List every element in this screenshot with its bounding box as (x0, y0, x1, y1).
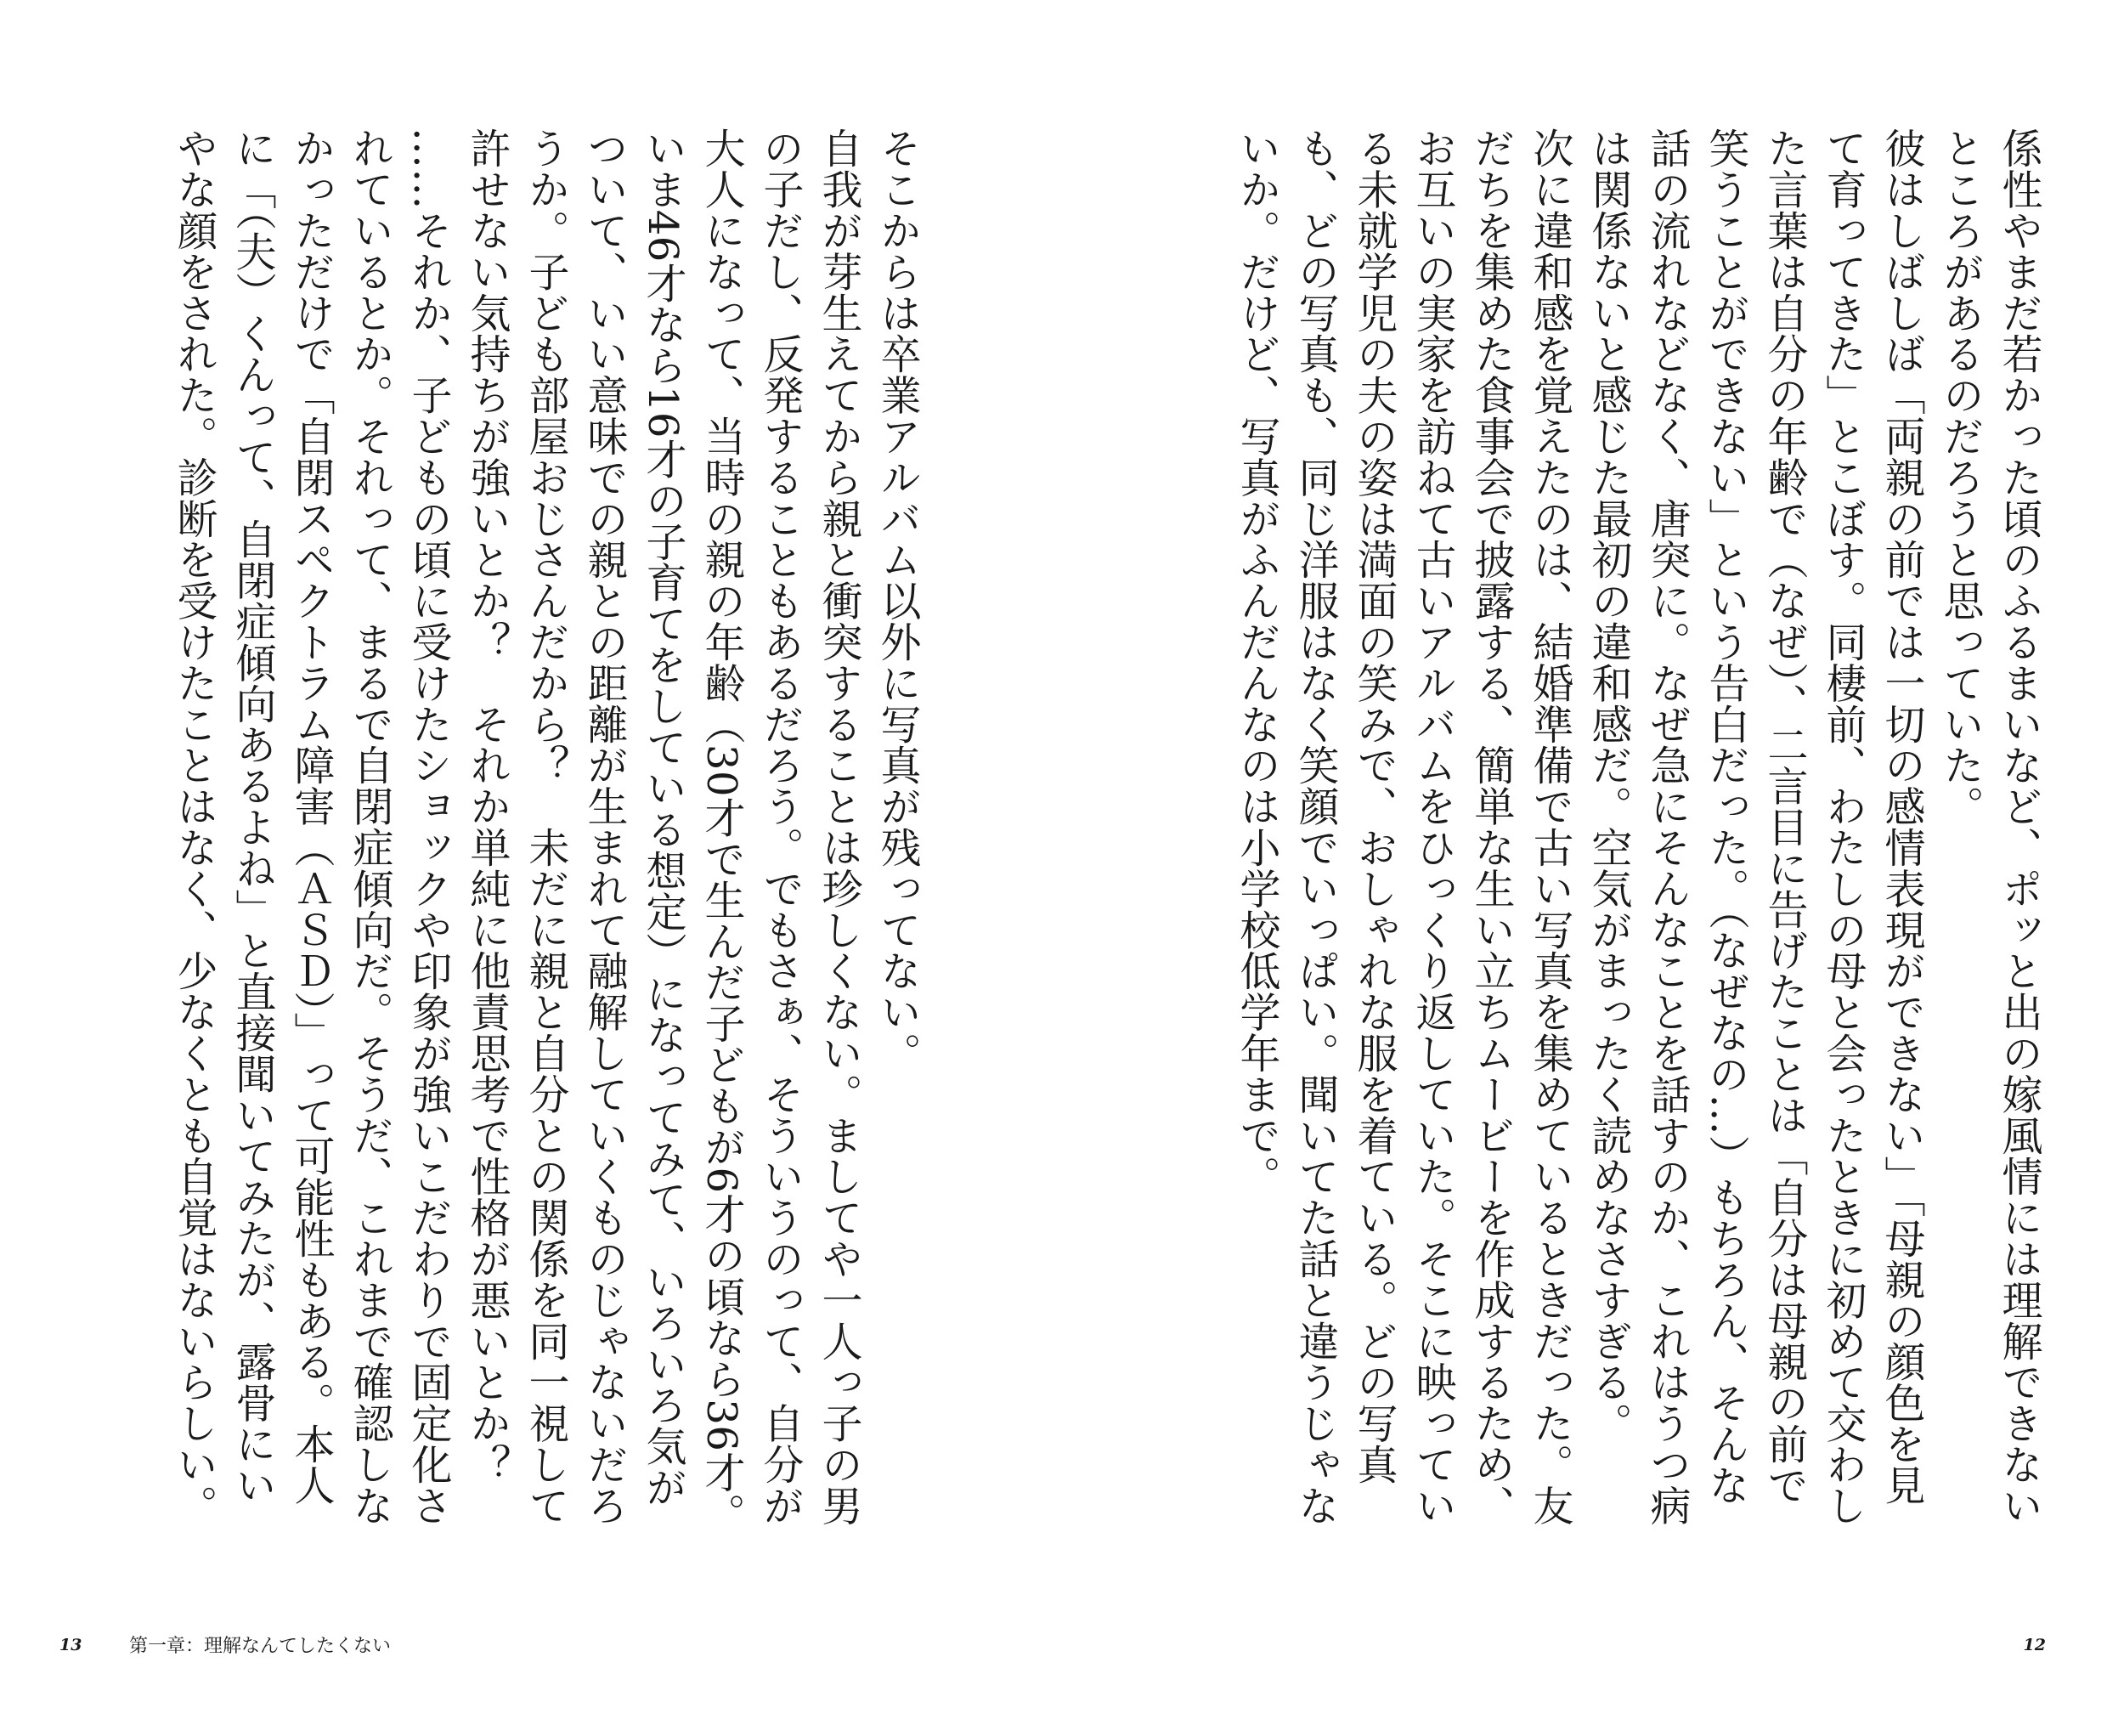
paragraph: 次に違和感を覚えたのは、結婚準備で古い写真を集めているときだった。友だちを集めた食事会で披露する、簡単な生い立ちムービーを作成するため、お互いの実家を訪ねて古いアルバムをひっくり返していた。そこに映っている未就学児の夫の姿は満面の笑みで、おしゃれな服を着ている。どの写真も、どの写真も、同じ洋服はなく笑顔でいっぱい。聞いてた話と違うじゃないか。だけど、写真がふんだんなのは小学校低学年まで。 (1233, 127, 1573, 1526)
page-number: 13 (59, 1636, 82, 1654)
right-page-body (1104, 127, 2048, 1538)
page-number: 12 (2023, 1636, 2046, 1654)
left-page-body (59, 127, 926, 1538)
paragraph: ……それか、子どもの頃に受けたショックや印象が強いこだわりで固定化されているとか。それって、まるで自閉症傾向だ。そうだ、これまで確認しなかっただけで「自閉スペクトラム障害（ＡＳＤ）」って可能性もある。本人に「（夫）くんって、自閉症傾向あるよね」と直接聞いてみたが、露骨にいやな顔をされた。診断を受けたことはなく、少なくとも自覚はないらしい。 (170, 127, 452, 1526)
right-page (1054, 0, 2107, 1736)
paragraph: そこからは卒業アルバム以外に写真が残ってない。 (873, 127, 921, 1074)
chapter-title: 第一章：理解なんてしたくない (129, 1636, 392, 1657)
paragraph: 彼はしばしば「両親の前では一切の感情表現ができない」「母親の顔色を見て育ってきた」とこぼす。同棲前、わたしの母と会ったときに初めて交わした言葉は自分の年齢で（なぜ）、二言目に告げたことは「自分は母親の前で笑うことができない」という告白だった。（なぜなの…）もちろん、そんな話の流れなどなく、唐突に。なぜ急にそんなことを話すのか、これはうつ病は関係ないと感じた最初の違和感だ。空気がまったく読めなさすぎる。 (1584, 127, 1925, 1526)
paragraph: 係性やまだ若かった頃のふるまいなど、ポッと出の嫁風情には理解できないところがあるのだろうと思っていた。 (1936, 127, 2042, 1526)
paragraph: 自我が芽生えてから親と衝突することは珍しくない。ましてや一人っ子の男の子だし、反発することもあるだろう。でもさぁ、そういうのって、自分が大人になって、当時の親の年齢（30才で生んだ子どもが6才の頃なら36才。いま46才なら16才の子育てをしている想定）になってみて、いろいろ気がついて、いい意味での親との距離が生まれて融解していくものじゃないだろうか。子ども部屋おじさんだから？ 未だに親と自分との関係を同一視して許せない気持ちが強いとか？ それか単純に他責思考で性格が悪いとか？ (463, 127, 862, 1535)
